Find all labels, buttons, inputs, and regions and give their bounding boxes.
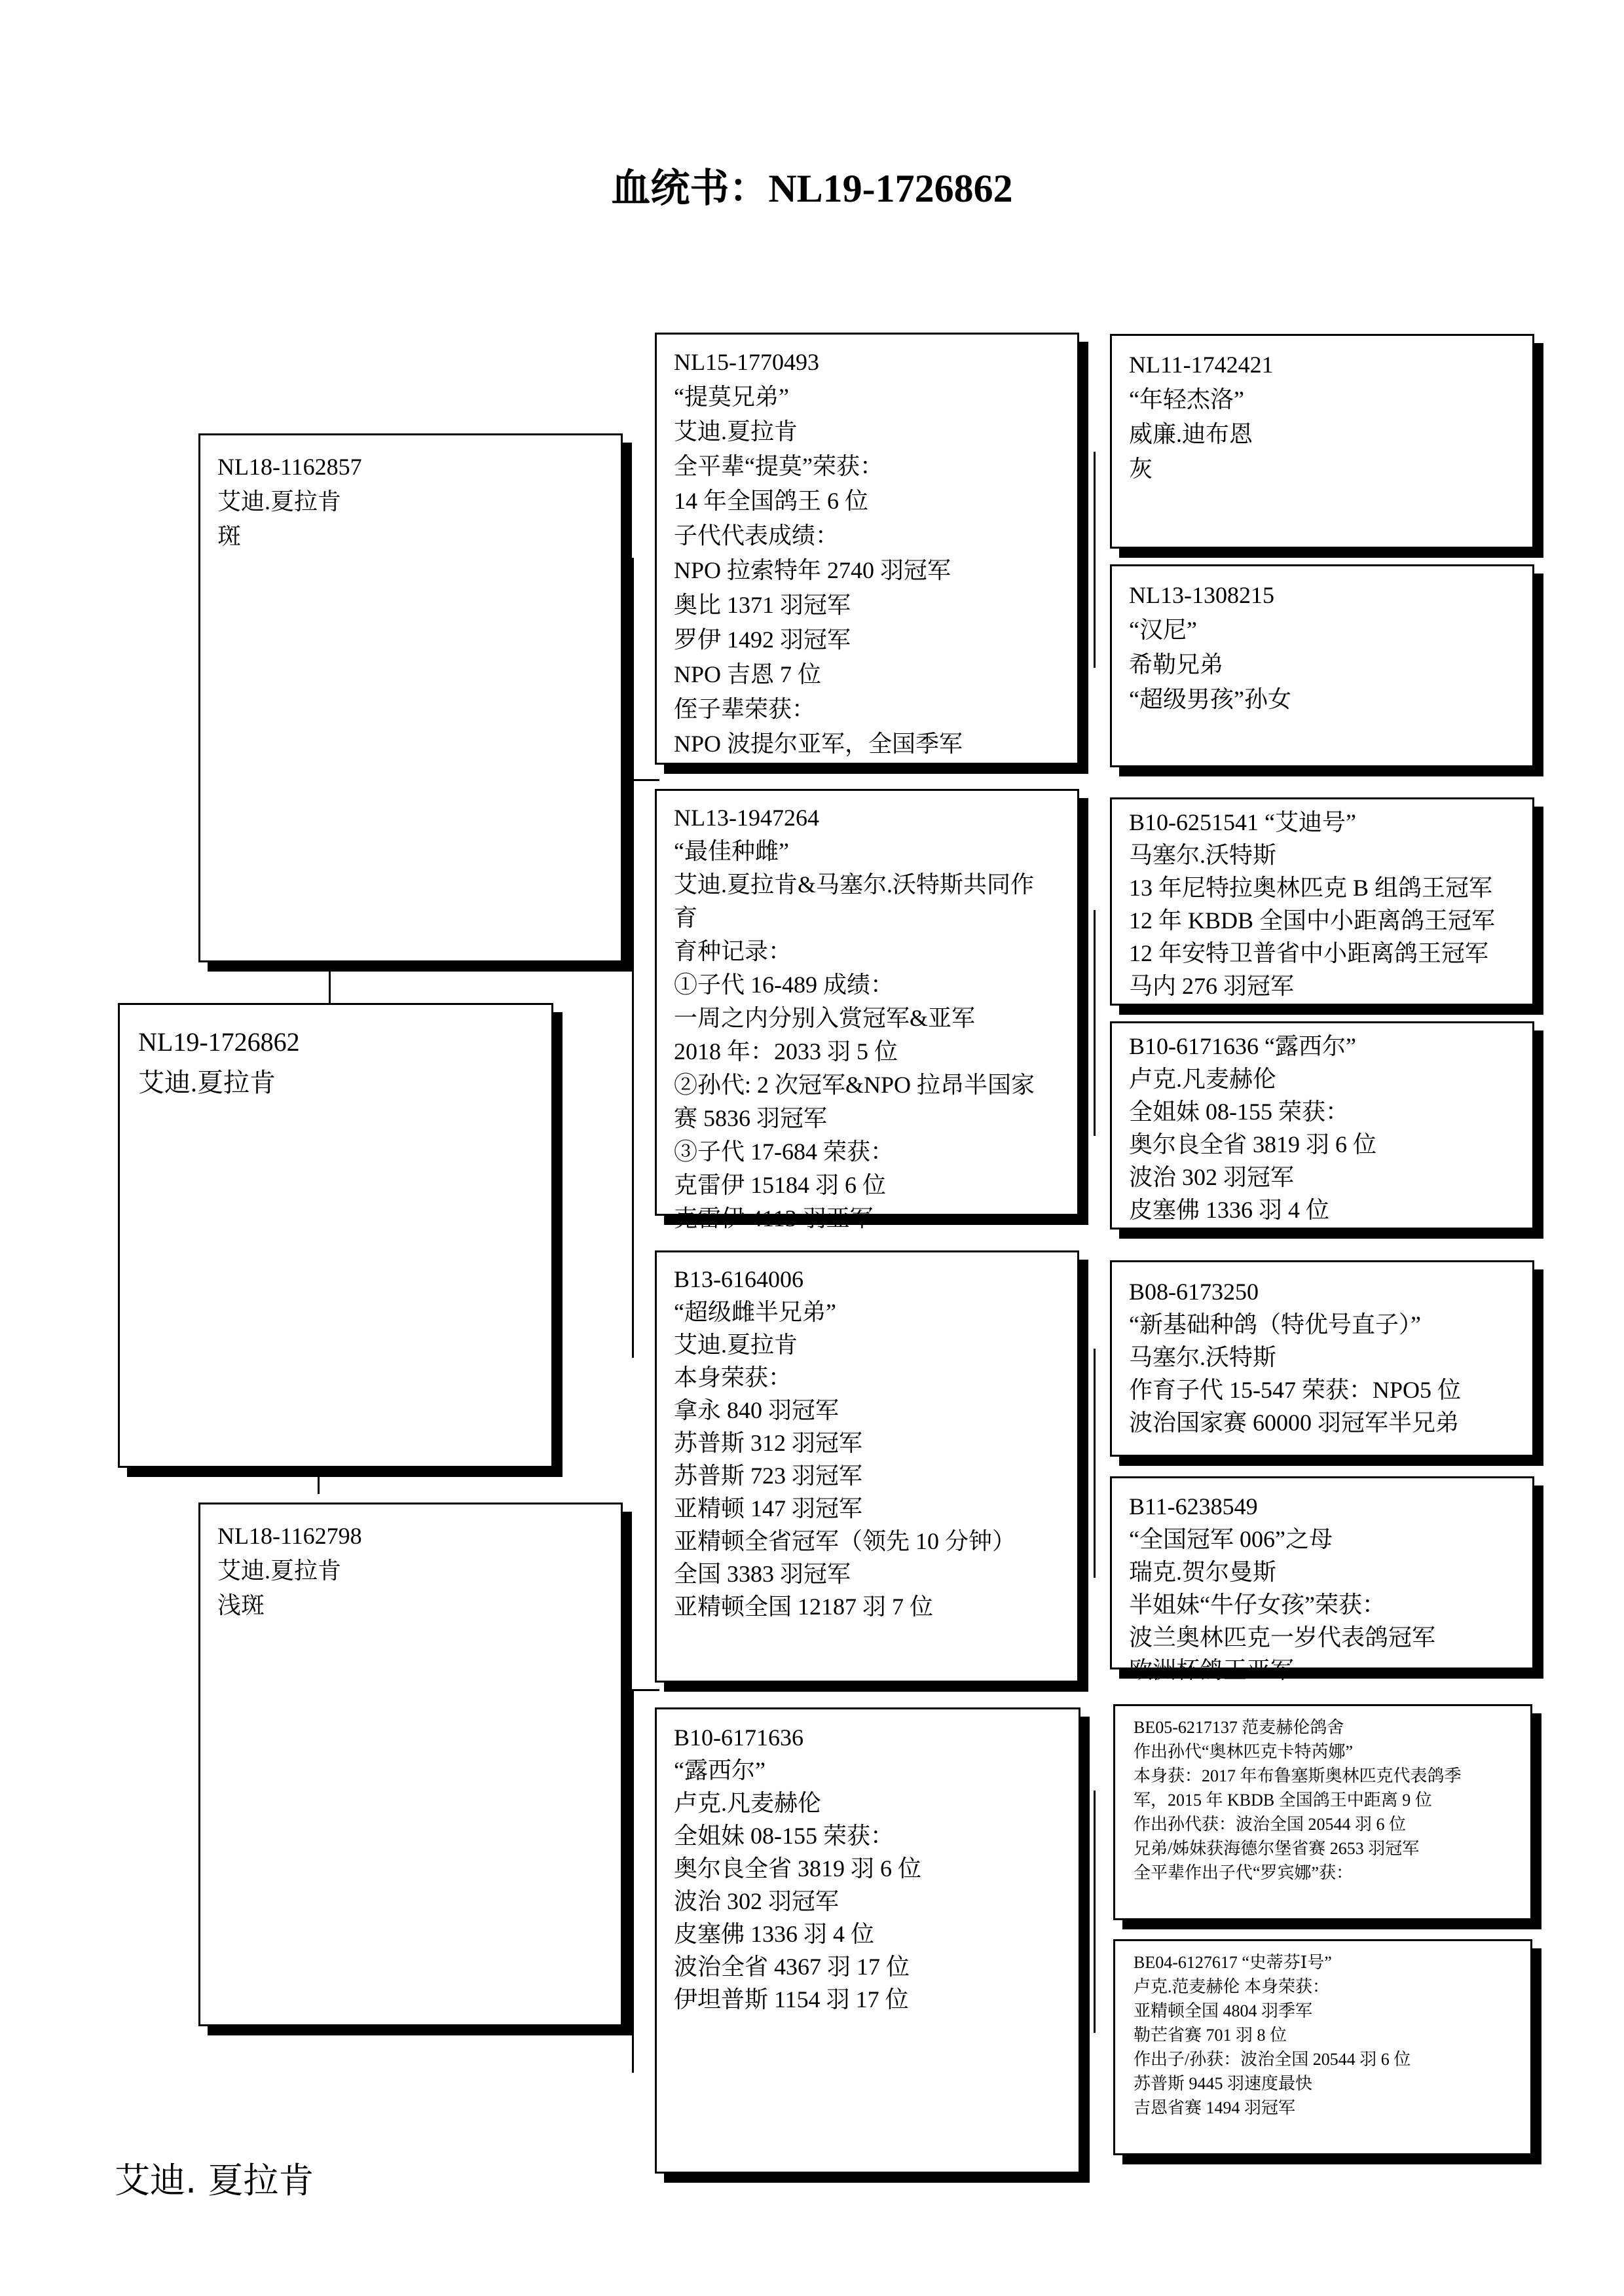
pedigree-line: 育种记录：	[674, 938, 792, 964]
sire-card	[198, 433, 623, 962]
breeder-name: 艾迪.夏拉肯	[217, 1558, 342, 1584]
breeder-name: 卢克.范麦赫伦 本身荣获：	[1134, 1977, 1330, 1996]
subject-pigeon-card	[118, 1003, 553, 1468]
pedigree-line: 马内 276 羽冠军	[1129, 973, 1295, 999]
connector-line	[632, 779, 659, 781]
pedigree-line: 奥尔良全省 3819 羽 6 位	[674, 1855, 922, 1882]
connector-line	[329, 969, 331, 1003]
pedigree-line: 作出子/孙获：波治全国 20544 羽 6 位	[1134, 2050, 1411, 2069]
pedigree-line: 12 年 KBDB 全国中小距离鸽王冠军	[1129, 907, 1496, 934]
pedigree-line: 罗伊 1492 羽冠军	[674, 627, 851, 653]
pedigree-line: 奥尔良全省 3819 羽 6 位	[1129, 1131, 1377, 1157]
ring-number: B10-6251541 “艾迪号”	[1129, 809, 1356, 835]
ring-number: NL19-1726862	[138, 1027, 300, 1057]
ring-number: B11-6238549	[1129, 1493, 1258, 1520]
dam-dam-card	[655, 1707, 1080, 2174]
ggp-dds-card	[1113, 1704, 1532, 1920]
breeder-name: 希勒兄弟	[1129, 651, 1224, 678]
pedigree-line: 亚精顿全国 4804 羽季军	[1134, 2001, 1313, 2020]
ring-number: B10-6171636 “露西尔”	[1129, 1033, 1356, 1059]
pedigree-line: 波兰奥林匹克一岁代表鸽冠军	[1129, 1624, 1436, 1650]
pedigree-line: 波治 302 羽冠军	[1129, 1164, 1295, 1190]
breeder-name: 卢克.凡麦赫伦	[1129, 1066, 1277, 1092]
pedigree-line: 苏普斯 312 羽冠军	[674, 1430, 863, 1456]
pedigree-line: 波治 302 羽冠军	[674, 1888, 840, 1914]
dam-sire-card	[655, 1250, 1079, 1683]
pedigree-line: 全国 3383 羽冠军	[674, 1561, 851, 1587]
pigeon-name: “新基础种鸽（特优号直子）”	[1129, 1311, 1421, 1338]
ring-number: NL13-1947264	[674, 805, 819, 831]
pedigree-line: 全平辈作出子代“罗宾娜”获：	[1134, 1863, 1354, 1882]
pedigree-line: 半姐妹“牛仔女孩”荣获：	[1129, 1592, 1386, 1618]
pedigree-line: 伊坦普斯 1154 羽 17 位	[674, 1986, 909, 2013]
pedigree-line: 军，2015 年 KBDB 全国鸽王中距离 9 位	[1134, 1791, 1432, 1810]
pedigree-line: 14 年全国鸽王 6 位	[674, 488, 869, 514]
pigeon-name: “汉尼”	[1129, 617, 1197, 643]
connector-line	[1094, 910, 1096, 1136]
breeder-name: 艾迪.夏拉肯	[217, 488, 342, 515]
pedigree-line: NPO 吉恩 7 位	[674, 661, 822, 687]
pedigree-line: 本身荣获：	[674, 1364, 792, 1391]
ggp-dss-card	[1110, 1260, 1534, 1457]
pedigree-line: 全姐妹 08-155 荣获：	[674, 1823, 894, 1849]
dam-card	[198, 1503, 623, 2026]
pedigree-line: 勒芒省赛 701 羽 8 位	[1134, 2026, 1287, 2045]
pedigree-line: 12 年安特卫普省中小距离鸽王冠军	[1129, 940, 1489, 966]
pedigree-line: 拿永 840 羽冠军	[674, 1397, 840, 1423]
pigeon-name: “露西尔”	[674, 1757, 766, 1783]
ggp-sds-card	[1110, 797, 1534, 1006]
pigeon-name: “超级雌半兄弟”	[674, 1299, 836, 1325]
breeder-name: 艾迪.夏拉肯	[138, 1068, 276, 1097]
pedigree-line: 皮塞佛 1336 羽 4 位	[674, 1921, 875, 1947]
pedigree-line: 本身获：2017 年布鲁塞斯奥林匹克代表鸽季	[1134, 1766, 1462, 1785]
pigeon-name: “最佳种雌”	[674, 838, 789, 864]
pedigree-line: 育	[674, 905, 698, 931]
pedigree-line: 赛 5836 羽冠军	[674, 1105, 828, 1131]
pedigree-line: 亚精顿 147 羽冠军	[674, 1495, 863, 1522]
connector-line	[632, 1689, 659, 1691]
ggp-ddd-card	[1113, 1939, 1532, 2155]
pedigree-line: 全平辈“提莫”荣获：	[674, 453, 883, 479]
pedigree-line: 一周之内分别入赏冠军&亚军	[674, 1005, 976, 1031]
pedigree-line: 奥比 1371 羽冠军	[674, 592, 851, 618]
sire-sire-card	[655, 333, 1079, 765]
connector-line	[632, 558, 634, 1358]
pedigree-line: 欧洲杯鸽王亚军	[1129, 1657, 1295, 1683]
pedigree-line: 作育子代 15-547 荣获：NPO5 位	[1129, 1377, 1462, 1403]
pedigree-line: 作出孙代“奥林匹克卡特芮娜”	[1134, 1742, 1354, 1761]
ggp-sss-card	[1110, 334, 1534, 549]
pedigree-line: 兄弟/姊妹获海德尔堡省赛 2653 羽冠军	[1134, 1839, 1420, 1858]
pedigree-line: ③子代 17-684 荣获：	[674, 1139, 894, 1165]
ggp-ssd-card	[1110, 564, 1534, 767]
pedigree-line: 13 年尼特拉奥林匹克 B 组鸽王冠军	[1129, 875, 1493, 901]
breeder-name: 瑞克.贺尔曼斯	[1129, 1559, 1277, 1585]
pedigree-line: 亚精顿全国 12187 羽 7 位	[674, 1594, 934, 1620]
breeder-name: 威廉.迪布恩	[1129, 421, 1253, 447]
ring-number: NL13-1308215	[1129, 582, 1274, 608]
ring-number: BE04-6127617 “史蒂芬Ⅰ号”	[1134, 1953, 1332, 1972]
page-title: 血统书：NL19-1726862	[611, 167, 1013, 210]
pedigree-line: 亚精顿全省冠军（领先 10 分钟）	[674, 1528, 1016, 1554]
pedigree-line: 侄子辈荣获：	[674, 696, 816, 722]
ring-number: NL18-1162857	[217, 454, 362, 480]
pigeon-name: “提莫兄弟”	[674, 384, 789, 410]
sire-dam-card	[655, 789, 1079, 1231]
pedigree-line: ①子代 16-489 成绩：	[674, 972, 894, 998]
ring-number: NL15-1770493	[674, 349, 819, 375]
breeder-name: 艾迪.夏拉肯&马塞尔.沃特斯共同作	[674, 871, 1035, 898]
pedigree-line: 波治全省 4367 羽 17 位	[674, 1954, 910, 1980]
color: 灰	[1129, 456, 1153, 482]
ring-number: B13-6164006	[674, 1266, 803, 1292]
breeder-signature: 艾迪. 夏拉肯	[115, 2160, 314, 2201]
breeder-name: 马塞尔.沃特斯	[1129, 1344, 1277, 1370]
pedigree-line: 2018 年：2033 羽 5 位	[674, 1038, 898, 1065]
ggp-sdd-card	[1110, 1021, 1534, 1230]
pedigree-line: NPO 波提尔亚军，全国季军	[674, 731, 963, 757]
pedigree-line: 子代代表成绩：	[674, 522, 840, 549]
color: 浅斑	[217, 1592, 265, 1618]
pigeon-name: “年轻杰洛”	[1129, 386, 1244, 412]
breeder-name: 卢克.凡麦赫伦	[674, 1790, 822, 1816]
pedigree-line: NPO 拉索特年 2740 羽冠军	[674, 557, 951, 583]
ring-number: BE05-6217137 范麦赫伦鸽舍	[1134, 1718, 1344, 1737]
pedigree-line: 皮塞佛 1336 羽 4 位	[1129, 1197, 1330, 1223]
ring-number: B08-6173250	[1129, 1279, 1259, 1305]
breeder-name: 马塞尔.沃特斯	[1129, 842, 1277, 868]
pedigree-line: “超级男孩”孙女	[1129, 686, 1291, 712]
connector-line	[1094, 1349, 1096, 1578]
pedigree-line: 波治国家赛 60000 羽冠军半兄弟	[1129, 1410, 1460, 1436]
ring-number: NL11-1742421	[1129, 352, 1274, 378]
pedigree-line: ②孙代: 2 次冠军&NPO 拉昂半国家	[674, 1072, 1035, 1098]
connector-line	[1094, 1791, 1096, 2033]
pedigree-line: 吉恩省赛 1494 羽冠军	[1134, 2098, 1296, 2117]
breeder-name: 艾迪.夏拉肯	[674, 418, 798, 445]
ggp-dsd-card	[1110, 1476, 1534, 1683]
pedigree-line: 全姐妹 08-155 荣获：	[1129, 1099, 1349, 1125]
pedigree-line: 克雷伊 4113 羽亚军	[674, 1205, 874, 1231]
pigeon-name: “全国冠军 006”之母	[1129, 1526, 1333, 1552]
ring-number: B10-6171636	[674, 1724, 803, 1751]
pedigree-line: 苏普斯 723 羽冠军	[674, 1463, 863, 1489]
pedigree-line: 苏普斯 9445 羽速度最快	[1134, 2074, 1313, 2093]
ring-number: NL18-1162798	[217, 1523, 362, 1549]
pedigree-line: 克雷伊 15184 羽 6 位	[674, 1172, 887, 1198]
connector-line	[1094, 452, 1096, 668]
pedigree-line: 作出孙代获：波治全国 20544 羽 6 位	[1134, 1815, 1407, 1834]
breeder-name: 艾迪.夏拉肯	[674, 1332, 798, 1358]
connector-line	[632, 1690, 634, 2073]
color: 斑	[217, 523, 242, 549]
